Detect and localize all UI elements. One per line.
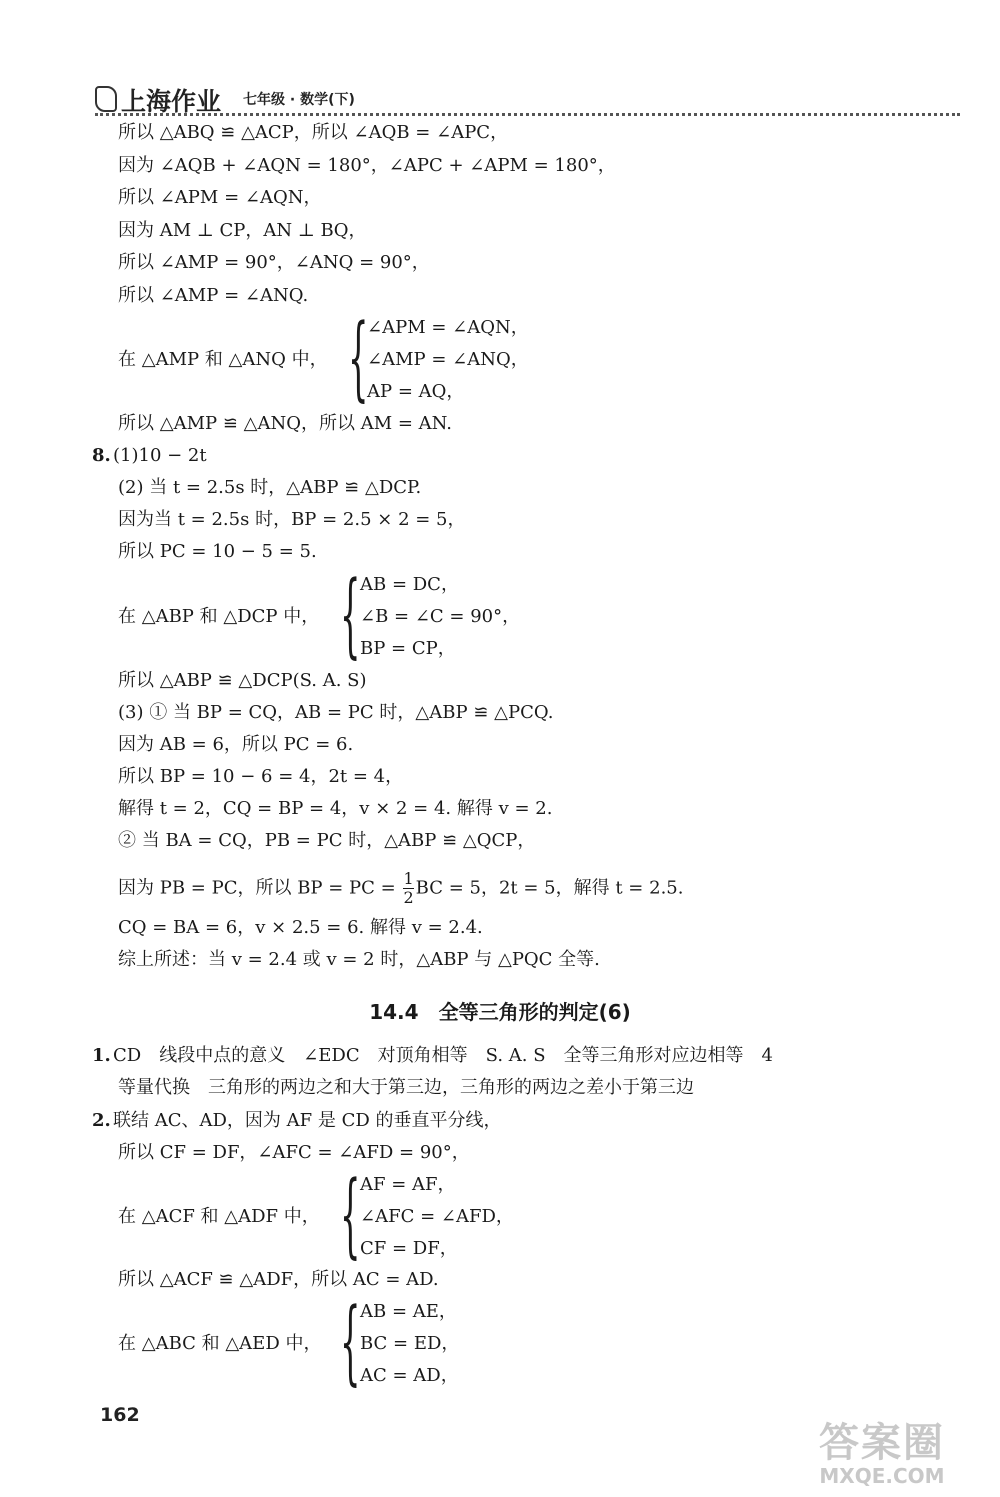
text-line: 在 △ABC 和 △AED 中， — [118, 1333, 322, 1354]
text-line: 所以 △ACF ≌ △ADF，所以 AC = AD. — [118, 1269, 439, 1290]
page-header — [95, 82, 965, 114]
text-line: 联结 AC、AD，因为 AF 是 CD 的垂直平分线， — [113, 1110, 502, 1131]
book-brand-title: 上海作业 — [121, 87, 222, 116]
left-brace: { — [348, 304, 369, 411]
system-line: ∠AFC = ∠AFD， — [360, 1206, 514, 1227]
question-number: 1. — [92, 1045, 111, 1066]
text-line: 所以 △ABP ≌ △DCP(S. A. S) — [118, 670, 367, 691]
text-line: 所以 ∠AMP = 90°，∠ANQ = 90°， — [118, 252, 430, 273]
system-line: CF = DF， — [360, 1238, 458, 1259]
text-line: 因为当 t = 2.5s 时，BP = 2.5 × 2 = 5， — [118, 509, 466, 530]
system-line: AF = AF， — [360, 1174, 456, 1195]
text-line: 所以 CF = DF，∠AFC = ∠AFD = 90°， — [118, 1142, 470, 1163]
system-line: ∠APM = ∠AQN， — [367, 317, 529, 338]
text-line: 所以 BP = 10 − 6 = 4，2t = 4， — [118, 766, 404, 787]
system-line: ∠B = ∠C = 90°， — [360, 606, 521, 627]
question-number: 8. — [92, 445, 111, 466]
question-number: 2. — [92, 1110, 111, 1131]
text-segment: 因为 PB = PC，所以 BP = PC = — [118, 877, 402, 899]
text-line: 所以 △ABQ ≌ △ACP，所以 ∠AQB = ∠APC， — [118, 122, 509, 143]
system-line: ∠AMP = ∠ANQ， — [367, 349, 529, 370]
text-line: 所以 ∠AMP = ∠ANQ. — [118, 285, 309, 306]
text-line: 所以 △AMP ≌ △ANQ，所以 AM = AN. — [118, 413, 452, 434]
text-line: (3) ① 当 BP = CQ，AB = PC 时，△ABP ≌ △PCQ. — [118, 702, 554, 723]
system-line: BP = CP， — [360, 638, 456, 659]
text-line: ② 当 BA = CQ，PB = PC 时，△ABP ≌ △QCP， — [118, 830, 536, 851]
text-line: 综上所述：当 v = 2.4 或 v = 2 时，△ABP 与 △PQC 全等. — [118, 949, 600, 970]
watermark — [782, 1421, 982, 1487]
left-brace: { — [340, 1161, 361, 1268]
text-line: 所以 ∠APM = ∠AQN， — [118, 187, 322, 208]
text-line: 因为 AB = 6，所以 PC = 6. — [118, 734, 354, 755]
text-line: 因为 ∠AQB + ∠AQN = 180°，∠APC + ∠APM = 180°， — [118, 155, 616, 176]
text-line: 在 △ABP 和 △DCP 中， — [118, 606, 320, 627]
page-number: 162 — [100, 1404, 140, 1426]
fraction-one-half — [403, 870, 413, 907]
watermark-logo-text: 答案圈 — [819, 1420, 945, 1466]
text-line: CD 线段中点的意义 ∠EDC 对顶角相等 S. A. S 全等三角形对应边相等 4 — [113, 1045, 773, 1066]
text-line: CQ = BA = 6，v × 2.5 = 6. 解得 v = 2.4. — [118, 917, 483, 938]
book-logo-icon — [95, 86, 117, 112]
text-line-with-fraction — [118, 870, 683, 907]
left-brace: { — [340, 1288, 361, 1395]
text-line: 因为 AM ⊥ CP，AN ⊥ BQ， — [118, 220, 367, 241]
watermark-url: MXQE.COM — [819, 1464, 945, 1488]
header-divider — [95, 113, 960, 116]
text-line: 在 △ACF 和 △ADF 中， — [118, 1206, 320, 1227]
book-subtitle: 七年级 · 数学(下) — [243, 92, 355, 108]
system-line: AB = DC， — [360, 574, 459, 595]
system-line: AP = AQ， — [367, 381, 465, 402]
text-line: (2) 当 t = 2.5s 时，△ABP ≌ △DCP. — [118, 477, 422, 498]
section-title: 14.4 全等三角形的判定(6) — [369, 1000, 631, 1024]
text-line: 解得 t = 2，CQ = BP = 4，v × 2 = 4. 解得 v = 2. — [118, 798, 553, 819]
fraction-denominator: 2 — [403, 888, 414, 907]
system-line: AB = AE， — [360, 1301, 457, 1322]
fraction-numerator: 1 — [403, 869, 414, 888]
system-line: AC = AD， — [360, 1365, 459, 1386]
left-brace: { — [340, 561, 361, 668]
system-line: BC = ED， — [360, 1333, 460, 1354]
text-line: 所以 PC = 10 − 5 = 5. — [118, 541, 317, 562]
text-line: (1)10 − 2t — [113, 445, 207, 466]
text-segment: BC = 5，2t = 5，解得 t = 2.5. — [415, 877, 684, 899]
text-line: 在 △AMP 和 △ANQ 中， — [118, 349, 328, 370]
text-line: 等量代换 三角形的两边之和大于第三边，三角形的两边之差小于第三边 — [118, 1077, 694, 1098]
